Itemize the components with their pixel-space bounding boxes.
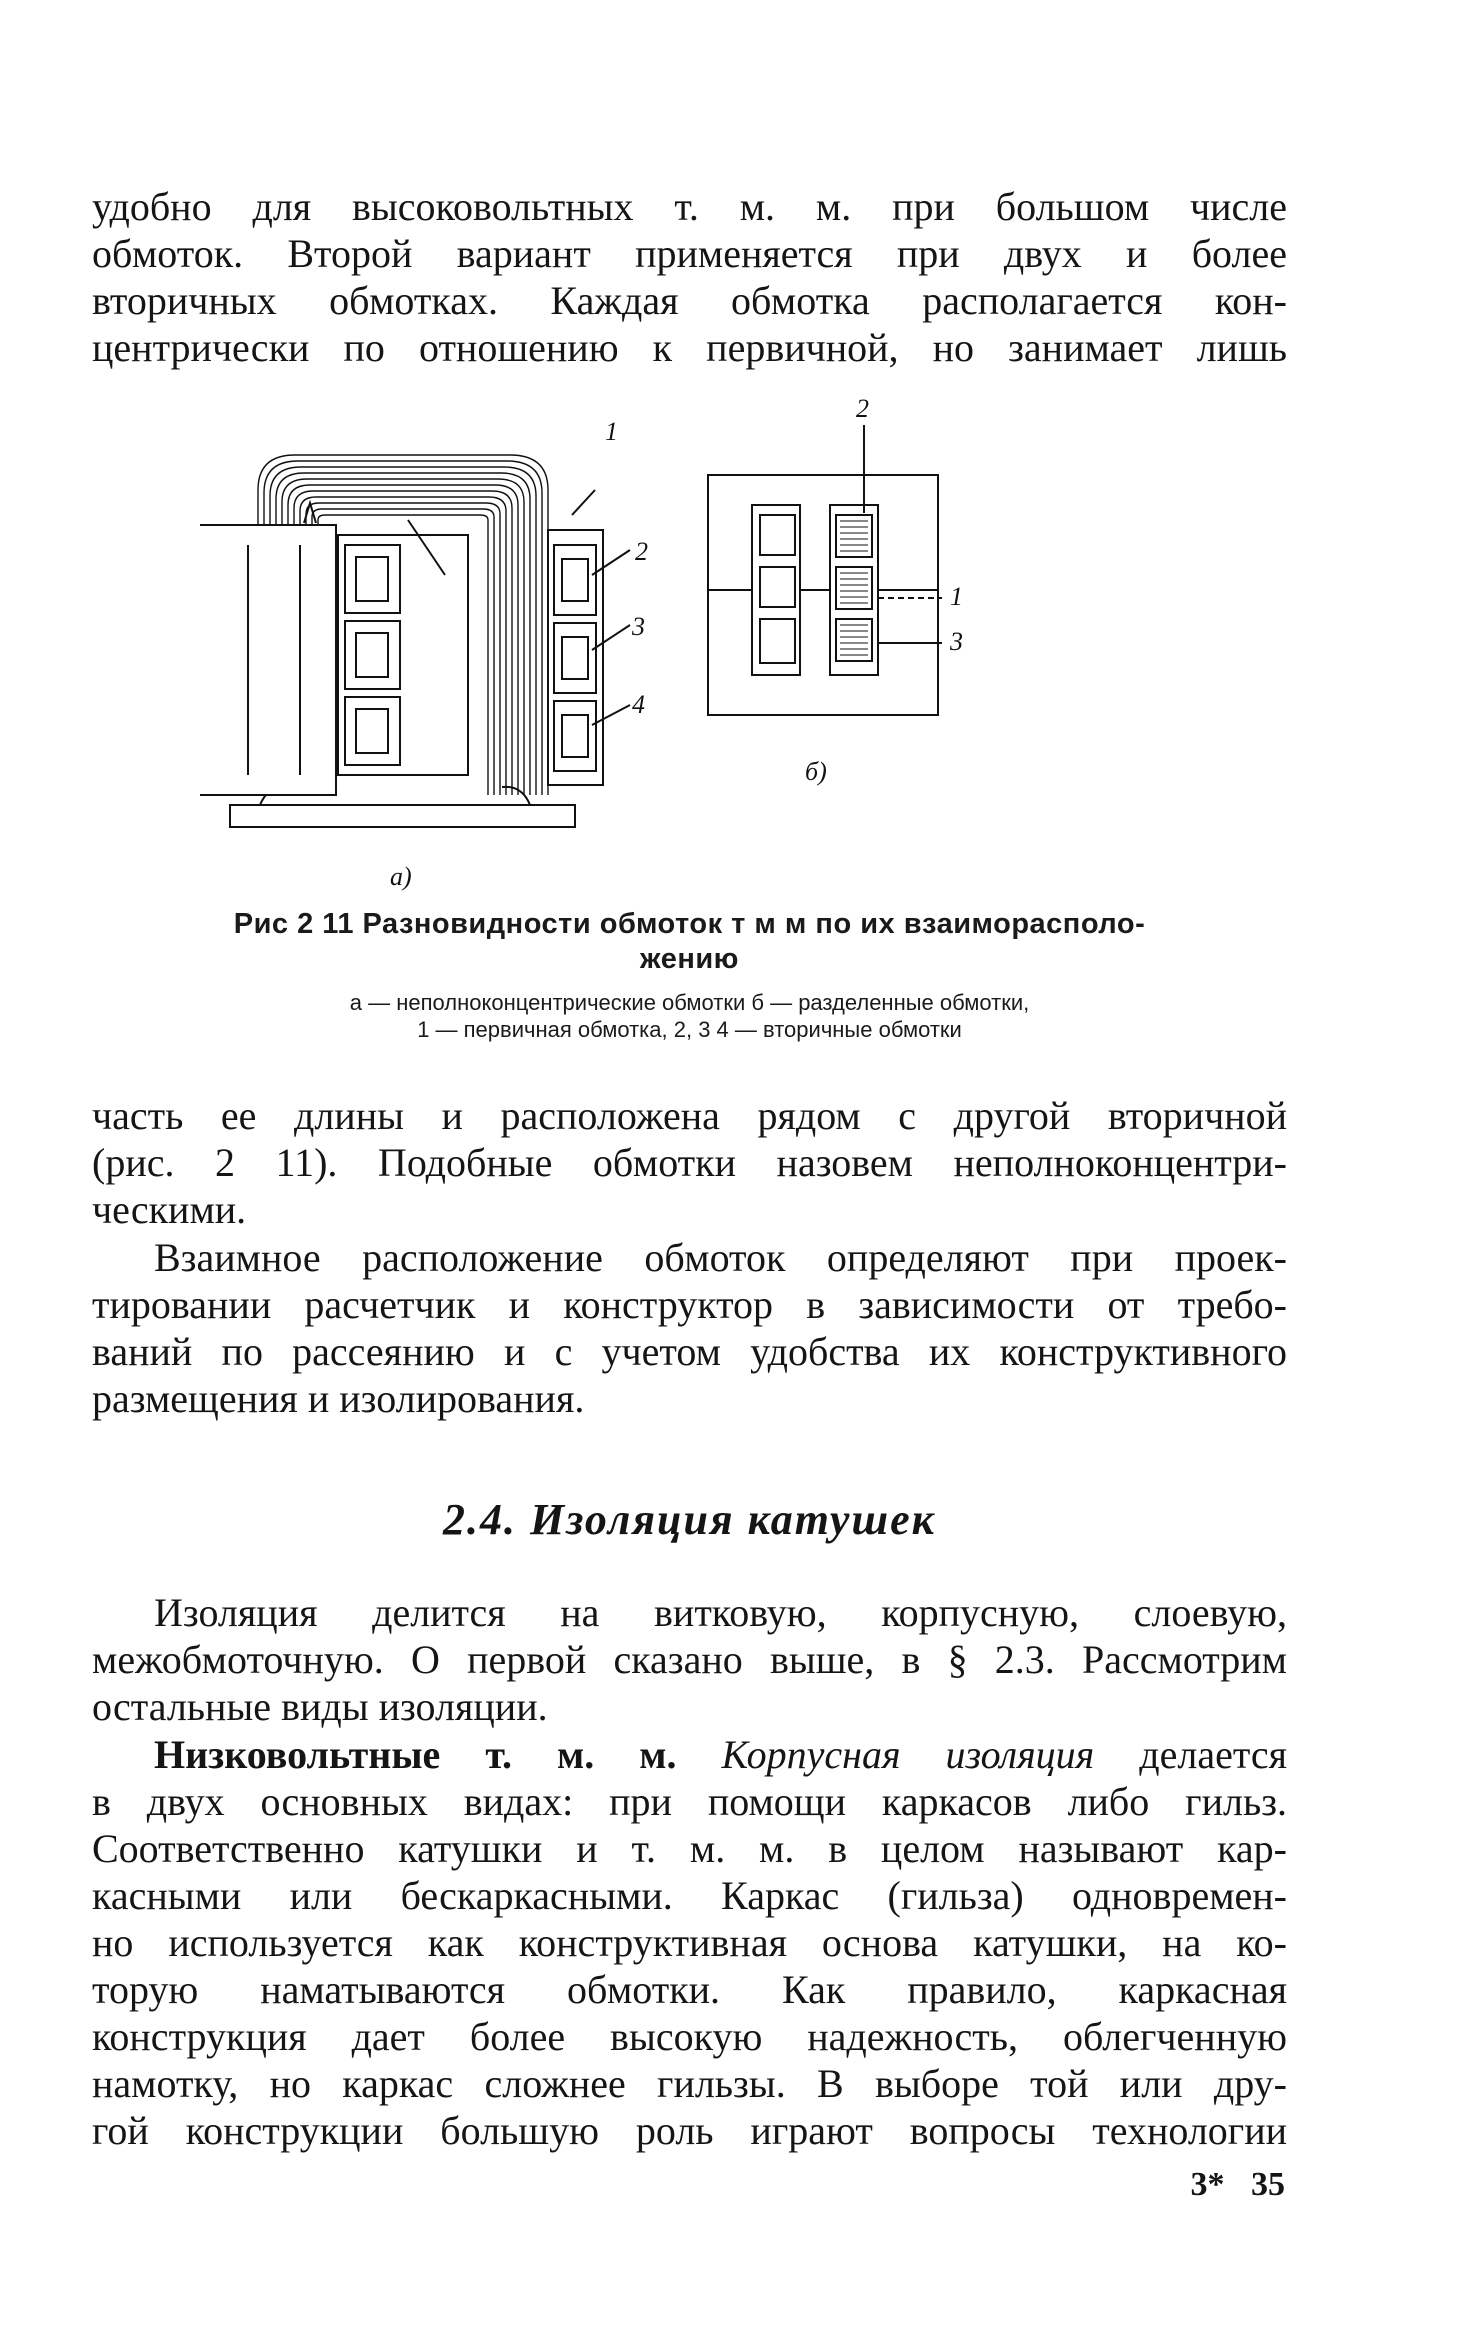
text-line: обмоток. Второй вариант применяется при двух и более	[92, 231, 1287, 276]
text-line: ваний по рассеянию и с учетом удобства их конструктивного	[92, 1329, 1287, 1374]
leader-line	[572, 490, 595, 515]
label-a-4: 4	[632, 690, 645, 719]
paragraph-mutual	[92, 1234, 1287, 1422]
outer-coil-stack	[548, 530, 603, 785]
text-line: торую наматываются обмотки. Как правило, каркасная	[92, 1967, 1287, 2012]
text-line: Взаимное расположение обмоток определяют при проек-	[154, 1235, 1287, 1280]
paragraph-top	[92, 183, 1287, 371]
label-b-2: 2	[856, 395, 869, 423]
front-bracket	[200, 525, 336, 795]
diagram-b	[708, 425, 942, 715]
base-plate	[230, 805, 575, 827]
caption-line: жению	[640, 943, 739, 975]
page-number: 35	[1251, 2166, 1285, 2203]
text-line: конструкция дает более высокую надежность, облегченную	[92, 2014, 1287, 2059]
text-line: часть ее длины и расположена рядом с другой вторичной	[92, 1093, 1287, 1138]
text-line: остальные виды изоляции.	[92, 1684, 548, 1729]
label-a-3: 3	[632, 612, 645, 641]
subfigure-a-label: а)	[390, 862, 412, 891]
line-rest: делается	[1139, 1732, 1287, 1777]
paragraph-insulation	[92, 1589, 1287, 1730]
text-line: размещения и изолирования.	[92, 1376, 585, 1421]
label-a-1: 1	[605, 417, 618, 446]
figure-2-11	[200, 395, 1160, 915]
text-line: но используется как конструктивная основа катушки, на ко-	[92, 1920, 1287, 1965]
caption-line: Рис 2 11 Разновидности обмоток т м м по их взаиморасполо-	[233, 908, 1146, 940]
paragraph-lowvolt	[92, 1731, 1287, 2154]
text-line: касными или бескаркасными. Каркас (гильза) одновремен-	[92, 1873, 1287, 1918]
label-a-2: 2	[635, 537, 648, 566]
text-line: межобмоточную. О первой сказано выше, в § 2.3. Рассмотрим	[92, 1637, 1287, 1682]
text-line: Соответственно катушки и т. м. м. в целом называют кар-	[92, 1826, 1287, 1871]
text-line: намотку, но каркас сложнее гильзы. В выборе той или дру-	[92, 2061, 1287, 2106]
legend-line: а — неполноконцентрические обмотки б — разделенные обмотки,	[349, 990, 1030, 1015]
subfigure-b-label: б)	[805, 757, 827, 786]
text-line: гой конструкции большую роль играют вопросы технологии	[92, 2108, 1287, 2153]
text-line: удобно для высоковольтных т. м. м. при большом числе	[92, 184, 1287, 229]
text-line: в двух основных видах: при помощи каркасов либо гильз.	[92, 1779, 1287, 1824]
figure-legend	[92, 989, 1287, 1043]
core-outline	[708, 475, 938, 715]
text-line: центрически по отношению к первичной, но занимает лишь	[92, 325, 1287, 370]
signature-mark: 3*	[1190, 2166, 1225, 2203]
section-heading: 2.4. Изоляция катушек	[443, 1495, 936, 1544]
legend-line: 1 — первичная обмотка, 2, 3 4 — вторичные обмотки	[417, 1017, 962, 1042]
text-line: ческими.	[92, 1187, 247, 1232]
text-line: тировании расчетчик и конструктор в зависимости от требо-	[92, 1282, 1287, 1327]
text-line: вторичных обмотках. Каждая обмотка располагается кон-	[92, 278, 1287, 323]
window-coils	[345, 545, 400, 765]
text-line: Изоляция делится на витковую, корпусную, слоевую,	[154, 1590, 1287, 1635]
text-line	[92, 1731, 1287, 1778]
figure-caption	[92, 907, 1287, 977]
paragraph-continue	[92, 1092, 1287, 1233]
label-b-1: 1	[950, 582, 963, 611]
diagram-a	[200, 455, 630, 827]
label-b-3: 3	[950, 627, 963, 656]
text-line: (рис. 2 11). Подобные обмотки назовем неполноконцентри-	[92, 1140, 1287, 1185]
lead-italic-term: Корпусная изоляция	[721, 1732, 1095, 1777]
page-footer	[1191, 2166, 1286, 2204]
lead-bold-term: Низковольтные т. м. м.	[154, 1732, 677, 1777]
